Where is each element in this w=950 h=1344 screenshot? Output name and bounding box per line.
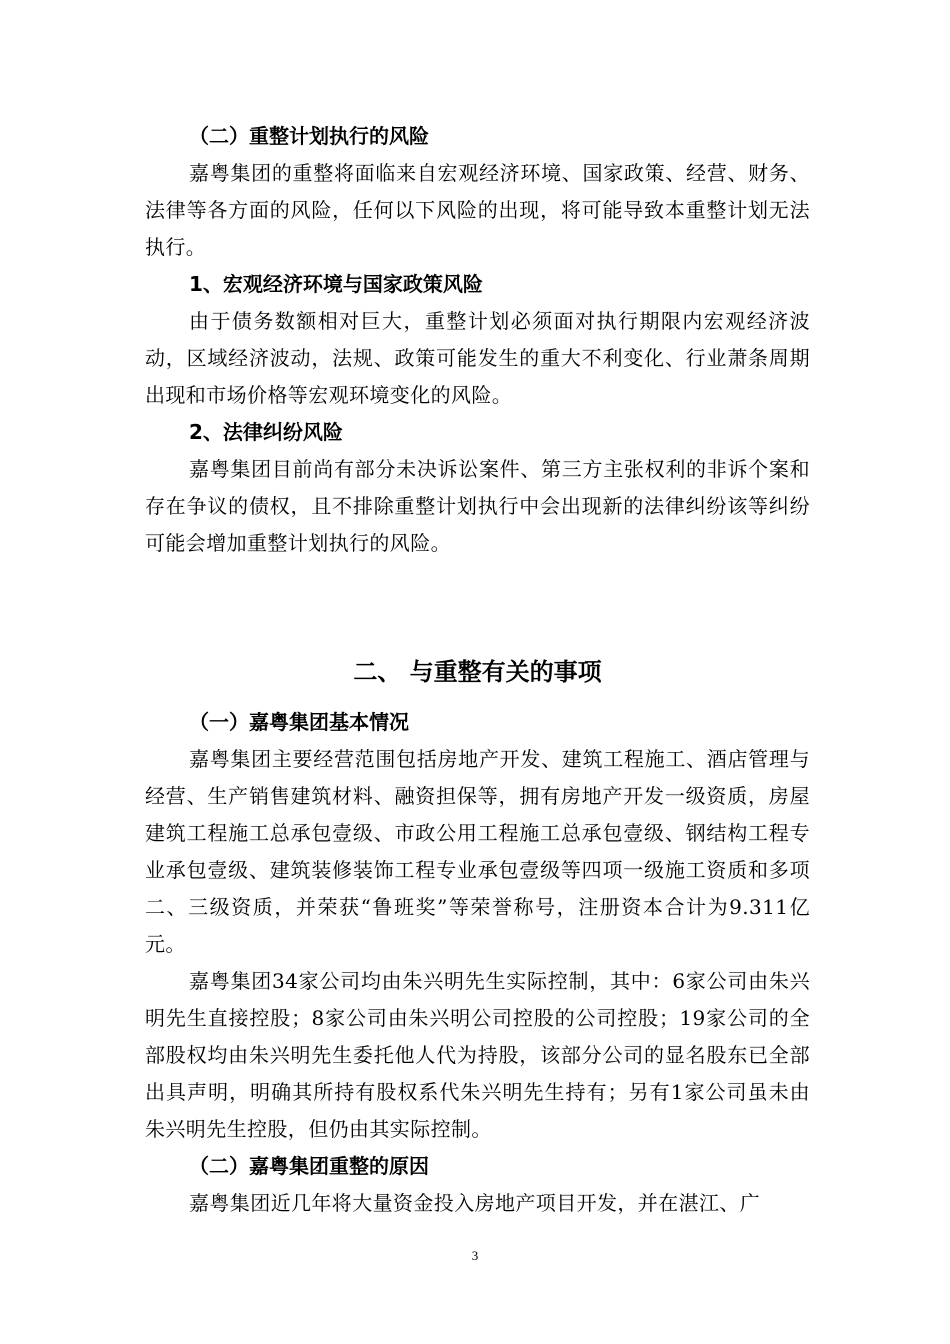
risk-section-heading: （二）重整计划执行的风险: [189, 124, 429, 148]
basic-info-paragraph-1: 嘉粤集团主要经营范围包括房地产开发、建筑工程施工、酒店管理与经营、生产销售建筑材料、融资担保等，拥有房地产开发一级资质，房屋建筑工程施工总承包壹级、市政公用工程施工总承包壹级、钢结构工程专业承包壹级、建筑装修装饰工程专业承包壹级等四项一级施工资质和多项二、三级资质，并荣获“鲁班奖”等荣誉称号，注册资本合计为9.311亿元。: [145, 747, 810, 956]
reorg-reason-heading: （二）嘉粤集团重整的原因: [189, 1154, 429, 1178]
page-number: 3: [471, 1248, 479, 1263]
macro-risk-paragraph: 由于债务数额相对巨大，重整计划必须面对执行期限内宏观经济波动，区域经济波动，法规、政策可能发生的重大不利变化、行业萧条周期出现和市场价格等宏观环境变化的风险。: [145, 309, 810, 407]
macro-risk-heading: 1、宏观经济环境与国家政策风险: [189, 272, 483, 296]
section-spacer: [145, 562, 810, 650]
reorg-reason-paragraph: 嘉粤集团近几年将大量资金投入房地产项目开发，并在湛江、广: [189, 1191, 761, 1215]
basic-info-paragraph-2: 嘉粤集团34家公司均由朱兴明先生实际控制，其中：6家公司由朱兴明先生直接控股；8家公司由朱兴明公司控股的公司控股；19家公司的全部股权均由朱兴明先生委托他人代为持股，该部分公司的显名股东已全部出具声明，明确其所持有股权系代朱兴明先生持有；另有1家公司虽未由朱兴明先生控股，但仍由其实际控制。: [145, 969, 810, 1141]
risk-intro-paragraph: 嘉粤集团的重整将面临来自宏观经济环境、国家政策、经营、财务、法律等各方面的风险，任何以下风险的出现，将可能导致本重整计划无法执行。: [145, 161, 810, 259]
basic-info-heading: （一）嘉粤集团基本情况: [189, 710, 409, 734]
legal-risk-heading: 2、法律纠纷风险: [189, 420, 343, 444]
section-two-title: 二、 与重整有关的事项: [353, 658, 602, 686]
page-body: [145, 118, 810, 1222]
legal-risk-paragraph: 嘉粤集团目前尚有部分未决诉讼案件、第三方主张权利的非诉个案和存在争议的债权，且不排除重整计划执行中会出现新的法律纠纷该等纠纷可能会增加重整计划执行的风险。: [145, 457, 810, 555]
